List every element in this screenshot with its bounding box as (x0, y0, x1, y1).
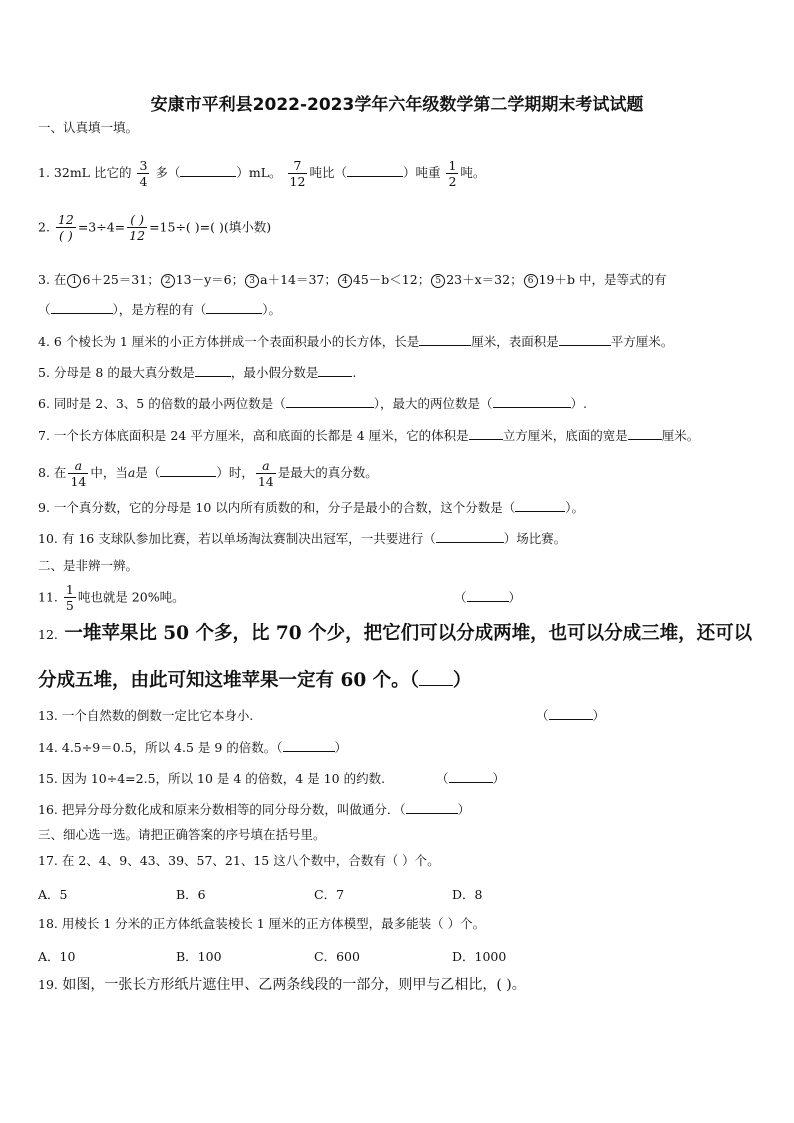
circled-number-1: 1 (67, 274, 81, 288)
q14-answer-blank[interactable] (283, 740, 335, 752)
q8-number: 8. (38, 465, 50, 480)
q16-paren-close: ） (457, 802, 471, 817)
q8-text-b: 中，当 (90, 465, 128, 480)
question-9 (38, 500, 584, 516)
question-6 (38, 396, 587, 412)
circled-number-6: 6 (524, 274, 538, 288)
q8-g-denominator: 14 (257, 474, 274, 489)
q18-option-c[interactable]: C．600 (314, 949, 360, 964)
q11-answer-blank[interactable] (467, 590, 509, 602)
q13-paren-close: ） (592, 708, 606, 723)
question-11 (38, 582, 185, 613)
q6-answer-blank-2[interactable] (493, 396, 571, 408)
q1-text-a: 32mL 比它的 (53, 165, 132, 180)
q10-answer-blank[interactable] (436, 531, 504, 543)
circled-number-4: 4 (338, 274, 352, 288)
q7-text-a: 一个长方体底面积是 24 平方厘米，高和底面的长都是 4 厘米，它的体积是 (53, 428, 469, 443)
q12-answer-blank[interactable] (419, 670, 453, 686)
q1-text-g: 吨。 (460, 165, 486, 180)
q1-answer-blank-2[interactable] (347, 165, 403, 177)
q2-text-a: =3÷4= (77, 219, 126, 235)
question-15 (38, 771, 385, 787)
q7-number: 7. (38, 428, 50, 443)
q4-text-a: 6 个棱长为 1 厘米的小正方体拼成一个表面积最小的长方体，长是 (53, 334, 420, 349)
q6-number: 6. (38, 396, 50, 411)
question-5 (38, 365, 356, 381)
q4-text-c: 平方厘米。 (610, 334, 674, 349)
q6-text-b: ），最大的两位数是（ (373, 396, 493, 411)
q9-text-b: ）。 (565, 500, 585, 515)
q3-expr-1: 6＋25＝31； (82, 272, 160, 287)
q8-text-d: ）时， (216, 465, 254, 480)
q8-text-a: 在 (53, 465, 67, 480)
question-12-line-2 (38, 670, 471, 689)
q7-text-c: 厘米。 (661, 428, 700, 443)
circled-number-3: 3 (245, 274, 259, 288)
q13-text-a: 一个自然数的倒数一定比它本身小. (61, 708, 254, 723)
question-7 (38, 428, 699, 444)
q9-text-a: 一个真分数，它的分母是 10 以内所有质数的和，分子是最小的合数，这个分数是（ (53, 500, 516, 515)
question-10 (38, 531, 566, 547)
q17-option-c[interactable]: C．7 (314, 887, 345, 902)
q13-paren-open: （ (536, 708, 549, 723)
q15-judgement (436, 771, 505, 787)
q1-f3-denominator: 2 (448, 174, 457, 189)
q3-number: 3. (38, 272, 50, 287)
q1-f1-denominator: 4 (139, 174, 148, 189)
q11-paren-close: ） (508, 590, 522, 605)
q4-answer-blank-2[interactable] (559, 334, 611, 346)
circled-number-5: 5 (431, 274, 445, 288)
q9-answer-blank[interactable] (515, 500, 565, 512)
q1-text-e: ）吨重 (402, 165, 441, 180)
q15-text-a: 因为 10÷4=2.5，所以 10 是 4 的倍数，4 是 10 的约数. (61, 771, 386, 786)
q16-text-a: 把异分母分数化成和原来分数相等的同分母分数，叫做通分．（ (61, 802, 406, 817)
q8-fraction-a-14-second (256, 458, 276, 489)
q18-option-d[interactable]: D．1000 (452, 949, 507, 964)
question-13 (38, 708, 253, 724)
q8-text-e: 是最大的真分数。 (277, 465, 378, 480)
q15-answer-blank[interactable] (449, 771, 493, 783)
q2-fraction-blank-12 (127, 212, 147, 243)
q3-expr-3: a＋14＝37； (260, 272, 337, 287)
q1-answer-blank-1[interactable] (180, 165, 236, 177)
question-3 (38, 272, 666, 288)
q4-text-b: 厘米，表面积是 (471, 334, 559, 349)
q12-text-line-2: 分成五堆，由此可知这堆苹果一定有 60 个。（ (38, 670, 419, 691)
q3-answer-blank-1[interactable] (51, 302, 113, 314)
q1-fraction-7-12 (288, 158, 308, 189)
q2-g-denominator: 12 (129, 228, 146, 243)
q12-paren-close: ） (452, 670, 472, 691)
q4-number: 4. (38, 334, 50, 349)
q7-text-b: 立方厘米，底面的宽是 (502, 428, 628, 443)
q2-fraction-12-blank (56, 212, 76, 243)
q1-text-b: 多（ (155, 165, 181, 180)
q10-number: 10. (38, 531, 58, 546)
q11-paren-open: （ (454, 590, 467, 605)
q3-expr-5: 23＋x＝32； (446, 272, 523, 287)
q14-number: 14. (38, 740, 58, 755)
section-heading-2: 二、是非辨一辨。 (38, 558, 139, 573)
q1-fraction-1-2 (446, 158, 458, 189)
q8-f-numerator: a (68, 458, 88, 474)
q8-fraction-a-14 (68, 458, 88, 489)
section-heading-1: 一、认真填一填。 (38, 120, 139, 135)
q15-paren-close: ） (492, 771, 506, 786)
q3-text-a: 在 (53, 272, 67, 287)
q12-text-line-1: 一堆苹果比 50 个多，比 70 个少，把它们可以分成两堆，也可以分成三堆，还可以 (64, 623, 753, 644)
q8-text-c: 是（ (135, 465, 161, 480)
q11-text-a: 吨也就是 20%吨。 (77, 589, 185, 605)
question-18 (38, 916, 485, 932)
question-16 (38, 802, 470, 818)
q7-answer-blank-2[interactable] (628, 428, 662, 440)
question-1 (38, 158, 485, 189)
q8-g-numerator: a (256, 458, 276, 474)
q1-text-d: 吨比（ (309, 165, 347, 180)
q13-judgement (536, 708, 605, 724)
q13-number: 13. (38, 708, 58, 723)
question-12-line-1 (38, 623, 753, 644)
q13-answer-blank[interactable] (549, 708, 593, 720)
question-8 (38, 458, 378, 489)
q1-fraction-3-4 (137, 158, 149, 189)
q8-f-denominator: 14 (70, 474, 87, 489)
q15-number: 15. (38, 771, 58, 786)
q6-answer-blank-1[interactable] (286, 396, 374, 408)
q18-text-a: 用棱长 1 分米的正方体纸盒装棱长 1 厘米的正方体模型，最多能装（ ）个。 (61, 916, 486, 931)
q3-expr-6: 19＋b 中，是等式的有 (538, 272, 667, 287)
circled-number-2: 2 (161, 274, 175, 288)
q3-expr-2: 13－y＝6； (175, 272, 245, 287)
page-title: 安康市平利县2022-2023学年六年级数学第二学期期末考试试题 (150, 95, 644, 115)
q3-text-l2a: （ (38, 302, 51, 317)
question-14 (38, 740, 347, 756)
q18-number: 18. (38, 916, 58, 931)
q2-f-denominator[interactable]: ( ) (59, 228, 73, 243)
q2-text-b: =15÷( )=( )(填小数) (149, 219, 272, 235)
q18-option-a[interactable]: A．10 (38, 949, 76, 964)
q12-number: 12. (38, 627, 58, 642)
question-3-line-2 (38, 302, 281, 318)
q11-fraction-1-5 (64, 582, 76, 613)
q16-answer-blank[interactable] (406, 802, 458, 814)
q17-number: 17. (38, 853, 58, 868)
q1-number: 1. (38, 165, 50, 180)
q16-number: 16. (38, 802, 58, 817)
q17-option-a[interactable]: A．5 (38, 887, 68, 902)
q1-f2-numerator: 7 (288, 158, 308, 174)
q14-paren-close: ） (334, 740, 348, 755)
q4-answer-blank-1[interactable] (419, 334, 471, 346)
q1-f1-numerator: 3 (139, 158, 148, 173)
q2-f-numerator: 12 (57, 212, 74, 227)
q8-answer-blank[interactable] (160, 465, 216, 477)
q10-text-b: ）场比赛。 (503, 531, 567, 546)
q3-expr-4: 45－b＜12； (352, 272, 431, 287)
q5-text-c: . (352, 365, 357, 380)
q19-number: 19. (38, 977, 58, 992)
q5-answer-blank-1[interactable] (195, 365, 231, 377)
q14-text-a: 4.5÷9＝0.5，所以 4.5 是 9 的倍数。（ (61, 740, 283, 755)
q10-text-a: 有 16 支球队参加比赛，若以单场淘汰赛制决出冠军，一共要进行（ (61, 531, 436, 546)
q5-text-a: 分母是 8 的最大真分数是 (53, 365, 195, 380)
q11-judgement (454, 590, 521, 606)
q17-text-a: 在 2、4、9、43、39、57、21、15 这八个数中，合数有（ ）个。 (61, 853, 440, 868)
question-4 (38, 334, 673, 350)
q19-text-a: 如图，一张长方形纸片遮住甲、乙两条线段的一部分，则甲与乙相比，( )。 (62, 977, 526, 993)
q5-answer-blank-2[interactable] (318, 365, 352, 377)
section-heading-3: 三、细心选一选。请把正确答案的序号填在括号里。 (38, 827, 326, 842)
q6-text-a: 同时是 2、3、5 的倍数的最小两位数是（ (53, 396, 286, 411)
q11-f-denominator: 5 (65, 598, 74, 613)
q5-number: 5. (38, 365, 50, 380)
q2-g-numerator[interactable]: ( ) (127, 212, 147, 228)
q17-option-b[interactable]: B．6 (176, 887, 206, 902)
q18-option-b[interactable]: B．100 (176, 949, 222, 964)
question-2 (38, 212, 271, 243)
q3-text-l2c: ）。 (262, 302, 282, 317)
q2-number: 2. (38, 219, 50, 235)
question-19 (38, 977, 526, 993)
q6-text-c: ）. (570, 396, 587, 411)
q5-text-b: ，最小假分数是 (230, 365, 319, 380)
q8-variable: a (127, 465, 136, 480)
q1-f2-denominator: 12 (289, 174, 306, 189)
q11-f-numerator: 1 (65, 582, 74, 597)
q17-option-d[interactable]: D．8 (452, 887, 483, 902)
q3-text-l2b: ），是方程的有（ (112, 302, 207, 317)
q1-f3-numerator: 1 (448, 158, 457, 173)
question-17 (38, 853, 440, 869)
q7-answer-blank-1[interactable] (469, 428, 503, 440)
q11-number: 11. (38, 589, 58, 605)
q1-text-c: ）mL。 (236, 165, 282, 180)
q9-number: 9. (38, 500, 50, 515)
q3-answer-blank-2[interactable] (206, 302, 262, 314)
q15-paren-open: （ (436, 771, 449, 786)
